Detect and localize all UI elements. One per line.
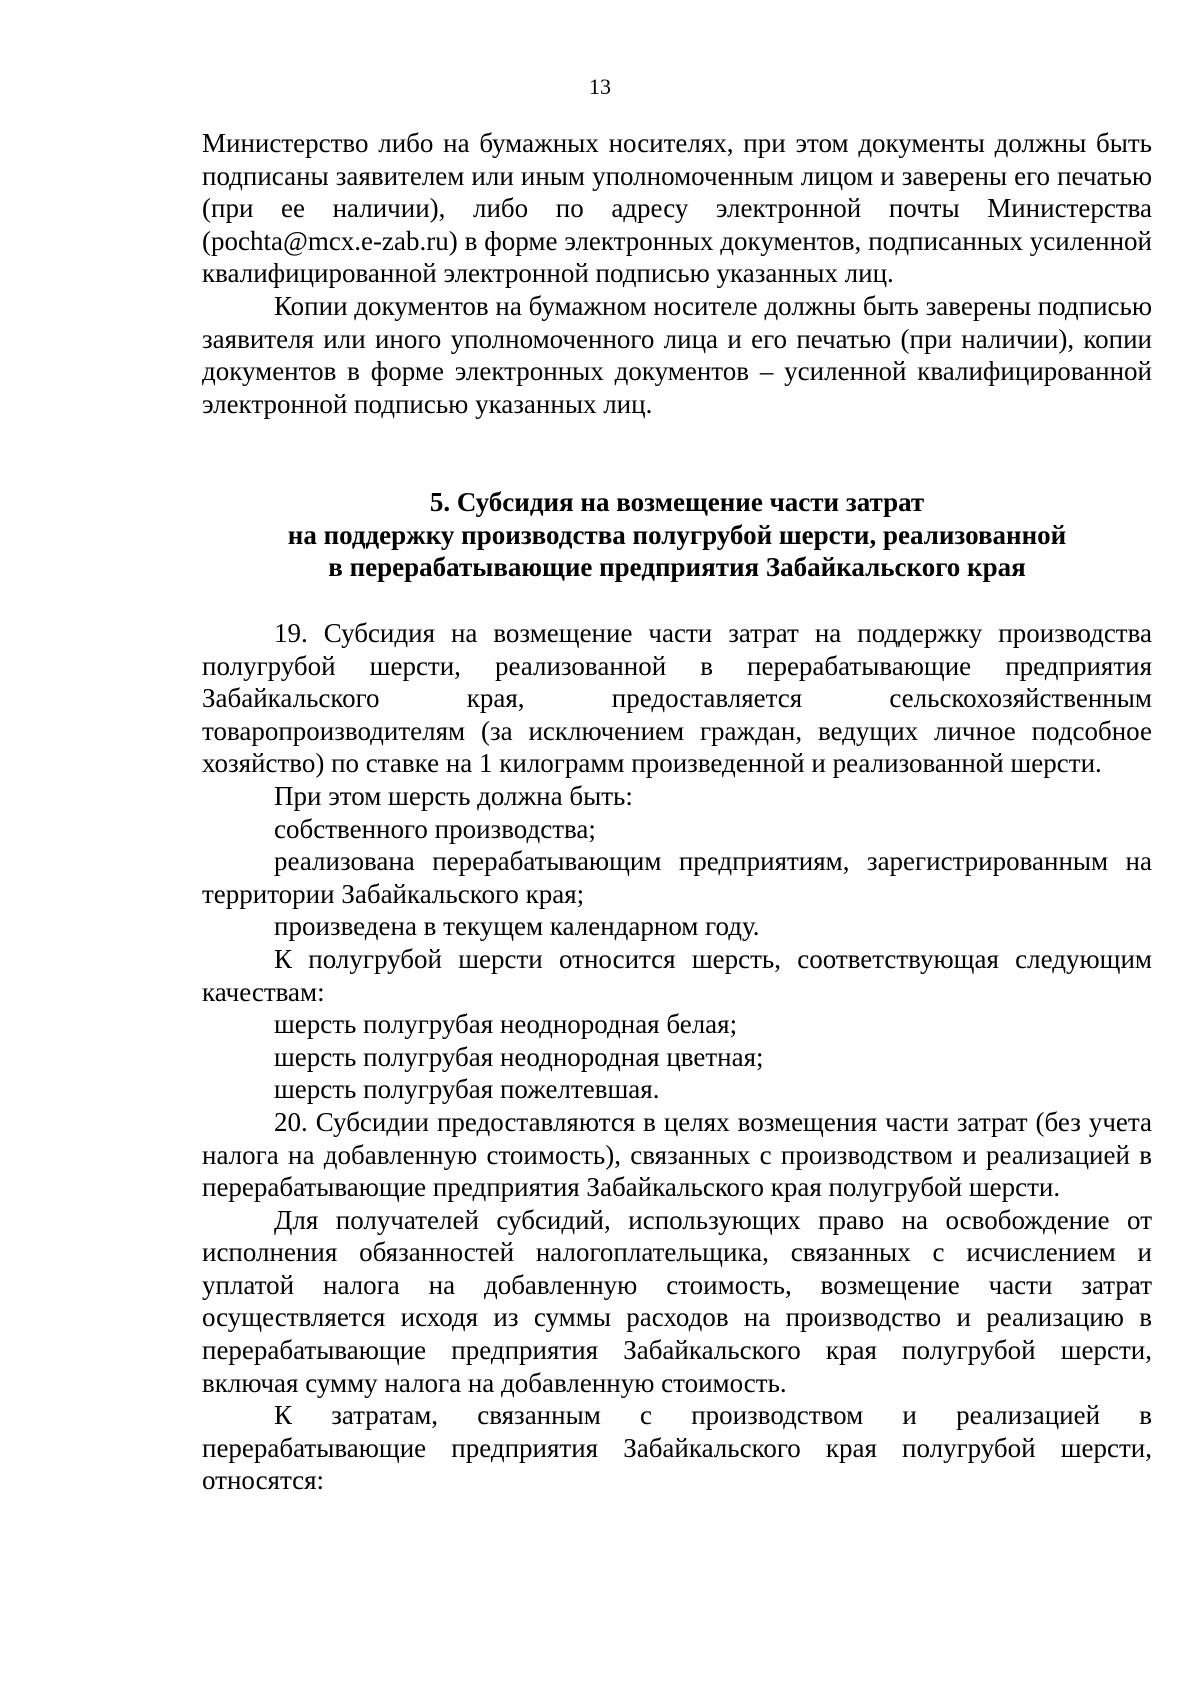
paragraph-wool-qualities: К полугрубой шерсти относится шерсть, соответствующая следующим качествам:	[202, 943, 1152, 1007]
list-item-sold-to-processors: реализована перерабатывающим предприятиям, зарегистрированным на территории Забайкальского края;	[202, 846, 1152, 909]
body-text-block	[202, 617, 1152, 1497]
paragraph-continuation: Министерство либо на бумажных носителях, при этом документы должны быть подписаны заявителем или иным уполномоченным лицом и заверены его печатью (при ее наличии), либо по адресу электронной почты Министерства (pochta@mcx.e-zab.ru) в форме электронных документов, подписанных усиленной квалифицированной электронной подписью указанных лиц.	[202, 128, 1152, 289]
top-text-block	[202, 127, 1152, 420]
list-item-own-production: собственного производства;	[274, 813, 596, 844]
page-number: 13	[589, 74, 611, 99]
paragraph-costs: К затратам, связанным с производством и реализацией в перерабатывающие предприятия Забайкальского края полугрубой шерсти, относятся:	[202, 1400, 1152, 1496]
list-item-current-year: произведена в текущем календарном году.	[274, 911, 760, 942]
section-heading	[202, 486, 1152, 584]
list-item-colored-wool: шерсть полугрубая неоднородная цветная;	[274, 1041, 764, 1072]
paragraph-19: 19. Субсидия на возмещение части затрат на поддержку производства полугрубой шерсти, реализованной в перерабатывающие предприятия Забайкальского края, предоставляется сельскохозяйственным товаропроизводителям (за исключением граждан, ведущих личное подсобное хозяйство) по ставке на 1 килограмм произведенной и реализованной шерсти.	[202, 618, 1152, 779]
section-heading-line-2: на поддержку производства полугрубой шерсти, реализованной	[287, 519, 1067, 550]
section-heading-line-1: 5. Субсидия на возмещение части затрат	[429, 487, 925, 517]
section-heading-line-3: в перерабатывающие предприятия Забайкальского края	[328, 552, 1026, 583]
paragraph-wool-requirements: При этом шерсть должна быть:	[274, 780, 633, 811]
list-item-yellowed-wool: шерсть полугрубая пожелтевшая.	[274, 1074, 660, 1105]
list-item-white-wool: шерсть полугрубая неоднородная белая;	[274, 1009, 738, 1040]
paragraph-20: 20. Субсидии предоставляются в целях возмещения части затрат (без учета налога на добавленную стоимость), связанных с производством и реализацией в перерабатывающие предприятия Забайкальского края полугрубой шерсти.	[202, 1106, 1152, 1203]
paragraph-vat-exempt: Для получателей субсидий, использующих право на освобождение от исполнения обязанностей налогоплательщика, связанных с исчислением и уплатой налога на добавленную стоимость, возмещение части затрат осуществляется исходя из суммы расходов на производство и реализацию в перерабатывающие предприятия Забайкальского края полугрубой шерсти, включая сумму налога на добавленную стоимость.	[202, 1204, 1152, 1398]
paragraph-copies: Копии документов на бумажном носителе должны быть заверены подписью заявителя или иного уполномоченного лица и его печатью (при наличии), копии документов в форме электронных документов – усиленной квалифицированной электронной подписью указанных лиц.	[202, 290, 1152, 419]
